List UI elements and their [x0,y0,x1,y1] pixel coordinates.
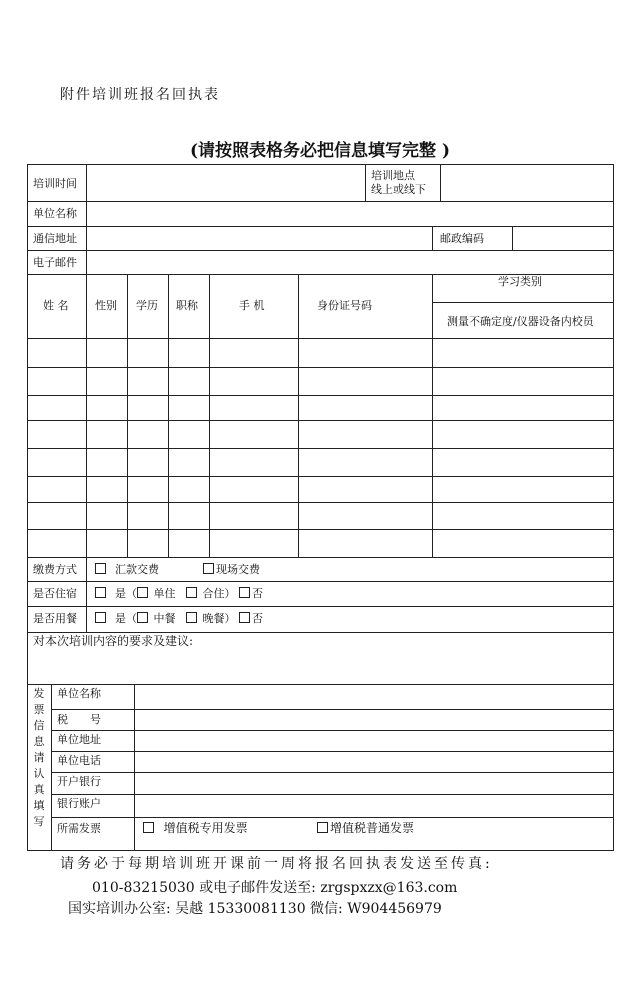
invoice-normal-option[interactable]: 增值税普通发票 [317,822,414,835]
checkbox-icon [317,822,328,833]
footer-line-3: 国实培训办公室: 吴越 15330081130 微信: W904456979 [68,901,442,917]
checkbox-icon [239,587,250,598]
column-study-category-sub: 测量不确定度/仪器设备内校员 [447,315,594,328]
footer-line-1: 请务必于每期培训班开课前一周将报名回执表发送至传真: [60,856,493,872]
payment-option-remit[interactable]: 汇款交费 [95,563,159,576]
invoice-account-label: 银行账户 [57,797,101,810]
checkbox-icon [239,612,250,623]
meal-options[interactable]: 是（ 中餐 晚餐） 否 [95,612,263,625]
checkbox-icon [143,822,154,833]
invoice-bank-label: 开户银行 [57,775,101,788]
invoice-company-label: 单位名称 [57,687,101,700]
payment-option-onsite[interactable]: 现场交费 [203,563,260,576]
footer-line-2: 010-83215030 或电子邮件发送至: zrgspxzx@163.com [92,880,458,896]
lodging-label: 是否住宿 [33,587,77,600]
registration-form-table [27,164,614,850]
page-header-title: 附件培训班报名回执表 [60,87,220,103]
checkbox-icon [137,612,148,623]
postcode-label: 邮政编码 [440,232,484,245]
payment-label: 缴费方式 [33,563,77,576]
checkbox-icon [95,612,106,623]
column-education: 学历 [136,299,158,312]
checkbox-icon [186,612,197,623]
checkbox-icon [95,587,106,598]
invoice-special-option[interactable]: 增值税专用发票 [143,822,248,835]
invoice-address-label: 单位地址 [57,733,101,746]
training-location-sub-label: 线上或线下 [371,183,426,196]
column-study-category: 学习类别 [498,275,542,288]
column-gender: 性别 [95,299,117,312]
invoice-type-label: 所需发票 [57,822,101,835]
lodging-options[interactable]: 是（ 单住 合住） 否 [95,587,263,600]
training-time-label: 培训时间 [33,177,77,190]
suggestions-label: 对本次培训内容的要求及建议: [33,634,194,648]
checkbox-icon [203,563,214,574]
checkbox-icon [186,587,197,598]
column-name: 姓 名 [43,299,69,312]
form-subtitle: (请按照表格务必把信息填写完整 ) [189,141,450,161]
column-phone: 手 机 [239,299,265,312]
invoice-tax-label: 税 号 [57,713,101,726]
invoice-side-text: 发 票 信 息 请 认 真 填 写 [33,687,45,828]
checkbox-icon [95,563,106,574]
invoice-phone-label: 单位电话 [57,754,101,767]
company-name-label: 单位名称 [33,207,77,220]
address-label: 通信地址 [33,232,77,245]
column-id-number: 身份证号码 [317,299,372,312]
meal-label: 是否用餐 [33,612,77,625]
column-title: 职称 [176,299,198,312]
training-location-label: 培训地点 [371,169,415,182]
checkbox-icon [137,587,148,598]
email-label: 电子邮件 [33,256,77,269]
